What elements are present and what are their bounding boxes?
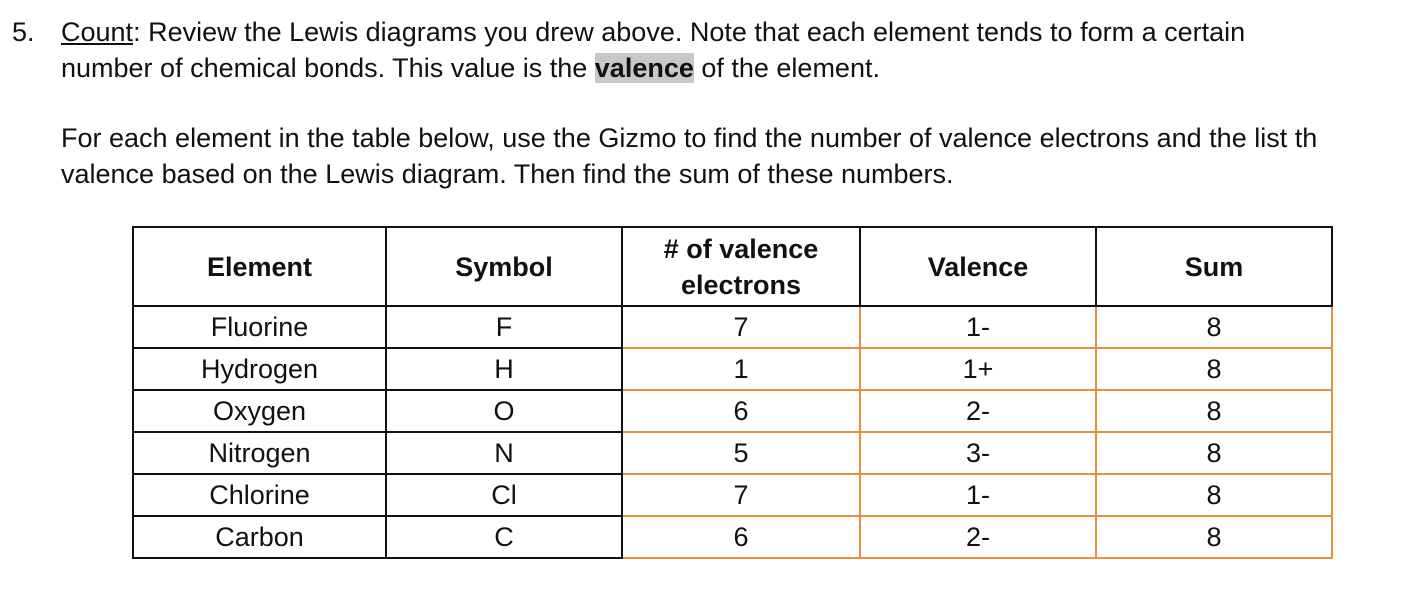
valence-cell[interactable]: 3- bbox=[860, 432, 1096, 474]
valence-cell[interactable]: 1+ bbox=[860, 348, 1096, 390]
element-cell: Nitrogen bbox=[133, 432, 386, 474]
header-valence: Valence bbox=[860, 227, 1096, 306]
element-cell: Hydrogen bbox=[133, 348, 386, 390]
table-header-row bbox=[133, 227, 1332, 306]
element-cell: Fluorine bbox=[133, 306, 386, 348]
valence-table bbox=[132, 226, 1333, 559]
sum-cell[interactable]: 8 bbox=[1096, 390, 1332, 432]
sum-cell[interactable]: 8 bbox=[1096, 306, 1332, 348]
valence-cell[interactable]: 2- bbox=[860, 390, 1096, 432]
paragraph-1-text-b: number of chemical bonds. This value is the bbox=[61, 53, 595, 83]
header-sum: Sum bbox=[1096, 227, 1332, 306]
symbol-cell: Cl bbox=[386, 474, 622, 516]
table-row bbox=[133, 474, 1332, 516]
table-row bbox=[133, 348, 1332, 390]
electrons-cell[interactable]: 6 bbox=[622, 516, 860, 558]
count-heading: Count bbox=[61, 17, 134, 47]
paragraph-2-line-1: For each element in the table below, use the Gizmo to find the number of valence electrons and the list th bbox=[61, 123, 1318, 153]
header-valence-electrons bbox=[622, 227, 860, 306]
sum-cell[interactable]: 8 bbox=[1096, 348, 1332, 390]
symbol-cell: N bbox=[386, 432, 622, 474]
paragraph-1-text-a: : Review the Lewis diagrams you drew above. Note that each element tends to form a certain bbox=[133, 17, 1246, 47]
header-valence-electrons-line-2: electrons bbox=[680, 269, 802, 300]
sum-cell[interactable]: 8 bbox=[1096, 432, 1332, 474]
electrons-cell[interactable]: 7 bbox=[622, 474, 860, 516]
sum-cell[interactable]: 8 bbox=[1096, 516, 1332, 558]
element-cell: Carbon bbox=[133, 516, 386, 558]
electrons-cell[interactable]: 5 bbox=[622, 432, 860, 474]
valence-highlight: valence bbox=[594, 53, 694, 83]
symbol-cell: C bbox=[386, 516, 622, 558]
instruction-paragraph-1 bbox=[61, 14, 1245, 86]
item-number: 5. bbox=[12, 17, 35, 47]
valence-cell[interactable]: 2- bbox=[860, 516, 1096, 558]
table-row bbox=[133, 390, 1332, 432]
symbol-cell: H bbox=[386, 348, 622, 390]
header-valence-electrons-line-1: # of valence bbox=[663, 233, 819, 264]
paragraph-1-line-1 bbox=[61, 14, 1245, 50]
electrons-cell[interactable]: 6 bbox=[622, 390, 860, 432]
element-cell: Oxygen bbox=[133, 390, 386, 432]
paragraph-1-line-2 bbox=[61, 50, 1245, 86]
paragraph-2-line-2: valence based on the Lewis diagram. Then find the sum of these numbers. bbox=[61, 159, 954, 189]
valence-cell[interactable]: 1- bbox=[860, 474, 1096, 516]
instruction-paragraph-2 bbox=[61, 120, 1317, 192]
table-row bbox=[133, 516, 1332, 558]
sum-cell[interactable]: 8 bbox=[1096, 474, 1332, 516]
symbol-cell: F bbox=[386, 306, 622, 348]
header-symbol: Symbol bbox=[386, 227, 622, 306]
header-element: Element bbox=[133, 227, 386, 306]
table-row bbox=[133, 306, 1332, 348]
paragraph-1-text-c: of the element. bbox=[693, 53, 880, 83]
electrons-cell[interactable]: 7 bbox=[622, 306, 860, 348]
valence-cell[interactable]: 1- bbox=[860, 306, 1096, 348]
electrons-cell[interactable]: 1 bbox=[622, 348, 860, 390]
table-row bbox=[133, 432, 1332, 474]
element-cell: Chlorine bbox=[133, 474, 386, 516]
symbol-cell: O bbox=[386, 390, 622, 432]
